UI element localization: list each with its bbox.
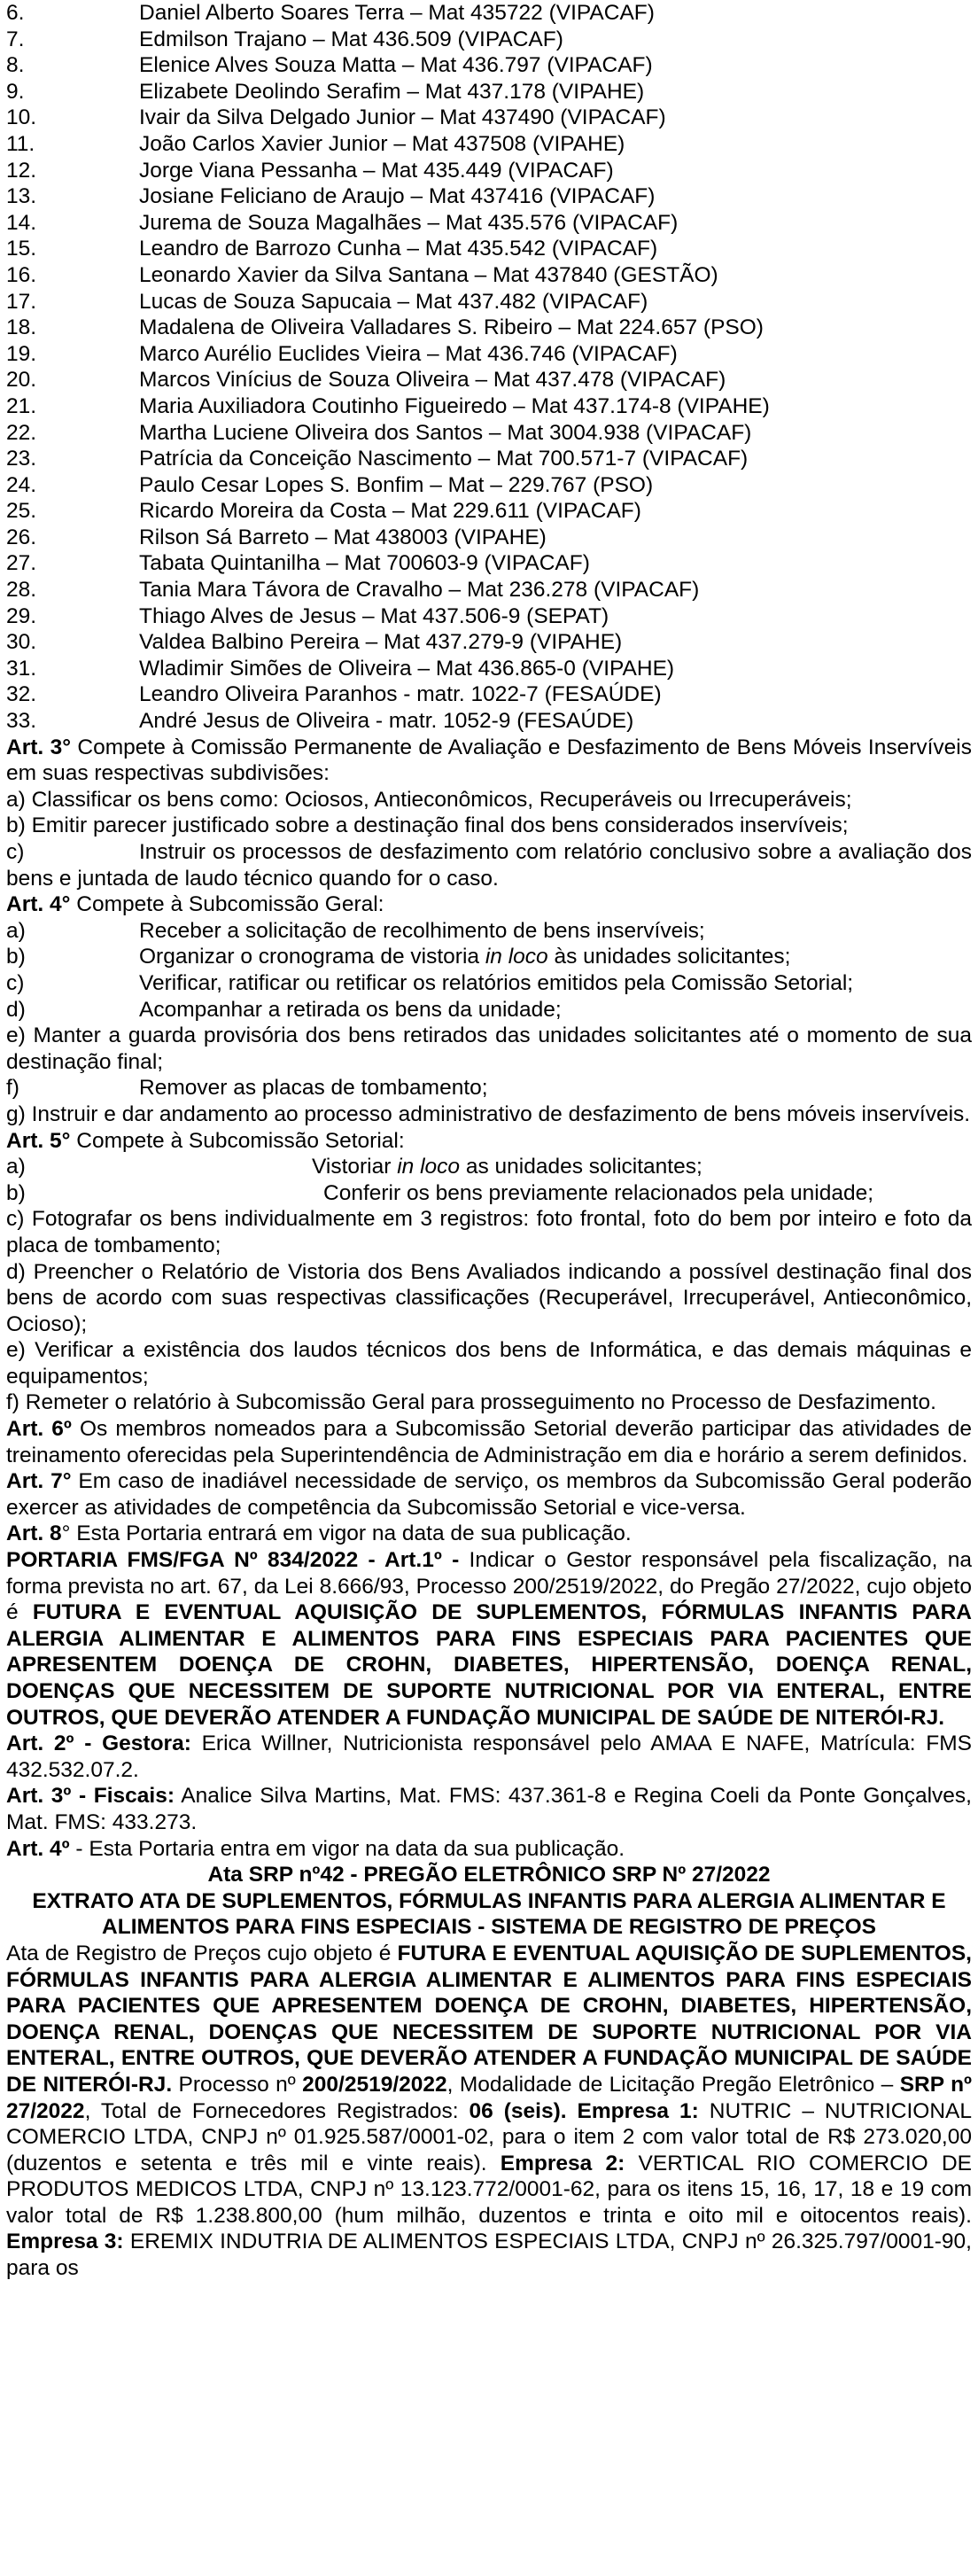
list-item-number: 26. bbox=[6, 525, 37, 549]
list-item bbox=[6, 603, 972, 630]
list-item-text: André Jesus de Oliveira - matr. 1052-9 (FESAÚDE) bbox=[139, 709, 634, 734]
list-item-number: 31. bbox=[6, 656, 37, 681]
list-item bbox=[6, 27, 972, 53]
list-item bbox=[6, 367, 972, 393]
list-item bbox=[6, 289, 972, 315]
list-item bbox=[6, 315, 972, 341]
list-item bbox=[6, 158, 972, 184]
list-item-number: 27. bbox=[6, 551, 37, 576]
list-item-number: 16. bbox=[6, 262, 37, 287]
list-item-text: João Carlos Xavier Junior – Mat 437508 (VIPAHE) bbox=[139, 131, 625, 156]
list-item-text: Maria Auxiliadora Coutinho Figueiredo – Mat 437.174-8 (VIPAHE) bbox=[139, 393, 770, 418]
art7-paragraph: Art. 7° Em caso de inadiável necessidade de serviço, os membros da Subcomissão Geral poderão exercer as atividades de competência da Subcomissão Setorial e vice-versa. bbox=[6, 1469, 972, 1520]
list-item-text: Daniel Alberto Soares Terra – Mat 435722 (VIPACAF) bbox=[139, 1, 655, 25]
art3-item-a: a) Classificar os bens como: Ociosos, Antieconômicos, Recuperáveis ou Irrecuperáveis; bbox=[6, 787, 852, 812]
list-item-text: Ivair da Silva Delgado Junior – Mat 437490 (VIPACAF) bbox=[139, 105, 666, 130]
list-item-text: Jurema de Souza Magalhães – Mat 435.576 (VIPACAF) bbox=[139, 210, 679, 235]
list-item-text: Jorge Viana Pessanha – Mat 435.449 (VIPACAF) bbox=[139, 158, 614, 183]
list-item-number: 6. bbox=[6, 1, 25, 25]
list-item bbox=[6, 210, 972, 237]
list-item bbox=[6, 498, 972, 525]
art4-item-a: a) Receber a solicitação de recolhimento de bens inservíveis; bbox=[6, 918, 705, 943]
art5-item-a: a) Vistoriar in loco as unidades solicitantes; bbox=[6, 1155, 702, 1179]
list-item-number: 9. bbox=[6, 79, 25, 104]
list-item-number: 24. bbox=[6, 472, 37, 497]
list-item-number: 21. bbox=[6, 393, 37, 418]
list-item bbox=[6, 681, 972, 708]
list-item bbox=[6, 577, 972, 603]
art6-paragraph: Art. 6º Os membros nomeados para a Subcomissão Setorial deverão participar das atividades de treinamento oferecidas pela Superintendência de Administração em dia e horário a serem definidos. bbox=[6, 1417, 973, 1467]
art5-item-d: d) Preencher o Relatório de Vistoria dos Bens Avaliados indicando a possível destinação final dos bens de acordo com suas respectivas classificações (Recuperável, Irrecuperável, Antieconômico, Ocioso); bbox=[6, 1259, 972, 1336]
list-item bbox=[6, 525, 972, 551]
list-item-text: Edmilson Trajano – Mat 436.509 (VIPACAF) bbox=[139, 27, 563, 51]
list-item-number: 18. bbox=[6, 315, 37, 340]
list-item-number: 19. bbox=[6, 341, 37, 366]
member-list bbox=[6, 0, 972, 735]
art4-item-b: b) Organizar o cronograma de vistoria in loco às unidades solicitantes; bbox=[6, 945, 791, 969]
ata-subtitle: EXTRATO ATA DE SUPLEMENTOS, FÓRMULAS INFANTIS PARA ALERGIA ALIMENTAR E ALIMENTOS PARA FINS ESPECIAIS - SISTEMA DE REGISTRO DE PREÇOS bbox=[32, 1888, 946, 1940]
list-item-number: 32. bbox=[6, 682, 37, 707]
list-item-text: Madalena de Oliveira Valladares S. Ribeiro – Mat 224.657 (PSO) bbox=[139, 315, 764, 340]
portaria-art3: Art. 3º - Fiscais: Analice Silva Martins, Mat. FMS: 437.361-8 e Regina Coeli da Ponte Gonçalves, Mat. FMS: 433.273. bbox=[6, 1784, 972, 1834]
list-item-text: Valdea Balbino Pereira – Mat 437.279-9 (VIPAHE) bbox=[139, 630, 623, 655]
list-item-number: 33. bbox=[6, 709, 37, 734]
list-item-text: Josiane Feliciano de Araujo – Mat 437416 (VIPACAF) bbox=[139, 184, 656, 209]
art4-item-d: d) Acompanhar a retirada os bens da unidade; bbox=[6, 997, 562, 1022]
art5-item-b: b) Conferir os bens previamente relacionados pela unidade; bbox=[6, 1180, 874, 1205]
list-item bbox=[6, 262, 972, 289]
list-item-number: 13. bbox=[6, 184, 37, 209]
list-item-text: Paulo Cesar Lopes S. Bonfim – Mat – 229.767 (PSO) bbox=[139, 472, 654, 497]
art5-paragraph: Art. 5° Compete à Subcomissão Setorial: bbox=[6, 1128, 405, 1153]
portaria-art2: Art. 2º - Gestora: Erica Willner, Nutricionista responsável pelo AMAA E NAFE, Matrícula: FMS 432.532.07.2. bbox=[6, 1732, 972, 1782]
list-item bbox=[6, 131, 972, 158]
list-item-text: Marcos Vinícius de Souza Oliveira – Mat 437.478 (VIPACAF) bbox=[139, 368, 726, 393]
portaria-art4: Art. 4º - Esta Portaria entra em vigor na data da sua publicação. bbox=[6, 1836, 625, 1861]
list-item-text: Wladimir Simões de Oliveira – Mat 436.865-0 (VIPAHE) bbox=[139, 656, 675, 681]
art3-paragraph: Art. 3° Compete à Comissão Permanente de Avaliação e Desfazimento de Bens Móveis Inservíveis em suas respectivas subdivisões: bbox=[6, 735, 972, 786]
list-item bbox=[6, 629, 972, 656]
list-item bbox=[6, 656, 972, 682]
art4-paragraph: Art. 4° Compete à Subcomissão Geral: bbox=[6, 892, 384, 917]
art8-paragraph: Art. 8° Esta Portaria entrará em vigor na data de sua publicação. bbox=[6, 1521, 632, 1546]
list-item-text: Tabata Quintanilha – Mat 700603-9 (VIPACAF) bbox=[139, 551, 590, 576]
list-item bbox=[6, 472, 972, 499]
list-item-text: Ricardo Moreira da Costa – Mat 229.611 (VIPACAF) bbox=[139, 499, 641, 524]
list-item bbox=[6, 341, 972, 368]
art3-item-c: c) Instruir os processos de desfazimento com relatório conclusivo sobre a avaliação dos bens e juntada de laudo técnico quando for o caso. bbox=[6, 840, 972, 891]
list-item-number: 20. bbox=[6, 368, 37, 393]
list-item bbox=[6, 0, 972, 27]
art4-item-g: g) Instruir e dar andamento ao processo administrativo de desfazimento de bens móveis inservíveis. bbox=[6, 1101, 971, 1126]
portaria-paragraph: PORTARIA FMS/FGA Nº 834/2022 - Art.1º - Indicar o Gestor responsável pela fiscalização, na forma prevista no art. 67, da Lei 8.666/93, Processo 200/2519/2022, do Pregão 27/2022, cujo objeto é FUTURA E EVENTUAL AQUISIÇÃO DE SUPLEMENTOS, FÓRMULAS INFANTIS PARA ALERGIA ALIMENTAR E ALIMENTOS PARA FINS ESPECIAIS PARA PACIENTES QUE APRESENTEM DOENÇA DE CROHN, DIABETES, HIPERTENSÃO, DOENÇA RENAL, DOENÇAS QUE NECESSITEM DE SUPORTE NUTRICIONAL POR VIA ENTERAL, ENTRE OUTROS, QUE DEVERÃO ATENDER A FUNDAÇÃO MUNICIPAL DE SAÚDE DE NITERÓI-RJ. bbox=[6, 1548, 972, 1730]
art4-item-f: f) Remover as placas de tombamento; bbox=[6, 1076, 488, 1101]
list-item bbox=[6, 105, 972, 131]
list-item-number: 22. bbox=[6, 420, 37, 445]
list-item bbox=[6, 79, 972, 105]
list-item-number: 7. bbox=[6, 27, 25, 51]
list-item-text: Leonardo Xavier da Silva Santana – Mat 437840 (GESTÃO) bbox=[139, 262, 718, 287]
art3-item-b: b) Emitir parecer justificado sobre a destinação final dos bens considerados inservíveis; bbox=[6, 813, 849, 838]
list-item bbox=[6, 183, 972, 210]
list-item-number: 17. bbox=[6, 289, 37, 314]
list-item-text: Lucas de Souza Sapucaia – Mat 437.482 (VIPACAF) bbox=[139, 289, 648, 314]
list-item-text: Patrícia da Conceição Nascimento – Mat 700.571-7 (VIPACAF) bbox=[139, 447, 749, 471]
list-item-number: 11. bbox=[6, 131, 35, 156]
list-item-text: Martha Luciene Oliveira dos Santos – Mat 3004.938 (VIPACAF) bbox=[139, 420, 752, 445]
art4-item-e: e) Manter a guarda provisória dos bens retirados das unidades solicitantes até o momento de sua destinação final; bbox=[6, 1023, 972, 1074]
list-item-text: Elizabete Deolindo Serafim – Mat 437.178 (VIPAHE) bbox=[139, 79, 645, 104]
list-item-number: 10. bbox=[6, 105, 37, 130]
list-item-number: 12. bbox=[6, 158, 37, 183]
list-item-number: 23. bbox=[6, 447, 37, 471]
list-item-text: Thiago Alves de Jesus – Mat 437.506-9 (SEPAT) bbox=[139, 603, 609, 628]
list-item-number: 15. bbox=[6, 237, 37, 261]
list-item bbox=[6, 236, 972, 262]
list-item-number: 25. bbox=[6, 499, 37, 524]
list-item-text: Leandro de Barrozo Cunha – Mat 435.542 (VIPACAF) bbox=[139, 237, 658, 261]
list-item-number: 29. bbox=[6, 603, 37, 628]
art5-item-e: e) Verificar a existência dos laudos técnicos dos bens de Informática, e das demais máquinas e equipamentos; bbox=[6, 1338, 972, 1389]
list-item-number: 28. bbox=[6, 578, 37, 603]
list-item-text: Leandro Oliveira Paranhos - matr. 1022-7 (FESAÚDE) bbox=[139, 682, 662, 707]
list-item-number: 14. bbox=[6, 210, 37, 235]
list-item-text: Rilson Sá Barreto – Mat 438003 (VIPAHE) bbox=[139, 525, 547, 549]
list-item bbox=[6, 550, 972, 577]
art5-item-f: f) Remeter o relatório à Subcomissão Geral para prosseguimento no Processo de Desfazimento. bbox=[6, 1390, 936, 1415]
art4-item-c: c) Verificar, ratificar ou retificar os relatórios emitidos pela Comissão Setorial; bbox=[6, 970, 854, 995]
list-item-text: Elenice Alves Souza Matta – Mat 436.797 (VIPACAF) bbox=[139, 53, 653, 78]
list-item-number: 8. bbox=[6, 53, 25, 78]
list-item bbox=[6, 52, 972, 79]
list-item-text: Tania Mara Távora de Cravalho – Mat 236.278 (VIPACAF) bbox=[139, 578, 700, 603]
list-item-text: Marco Aurélio Euclides Vieira – Mat 436.746 (VIPACAF) bbox=[139, 341, 678, 366]
ata-paragraph: Ata de Registro de Preços cujo objeto é FUTURA E EVENTUAL AQUISIÇÃO DE SUPLEMENTOS, FÓRMULAS INFANTIS PARA ALERGIA ALIMENTAR E ALIMENTOS PARA FINS ESPECIAIS PARA PACIENTES QUE APRESENTEM DOENÇA DE CROHN, DIABETES, HIPERTENSÃO, DOENÇA RENAL, DOENÇAS QUE NECESSITEM DE SUPORTE NUTRICIONAL POR VIA ENTERAL, ENTRE OUTROS, QUE DEVERÃO ATENDER A FUNDAÇÃO MUNICIPAL DE SAÚDE DE NITERÓI-RJ. Processo nº 200/2519/2022, Modalidade de Licitação Pregão Eletrônico – SRP nº 27/2022, Total de Fornecedores Registrados: 06 (seis). Empresa 1: NUTRIC – NUTRICIONAL COMERCIO LTDA, CNPJ nº 01.925.587/0001-02, para o item 2 com valor total de R$ 273.020,00 (duzentos e setenta e três mil e vinte reais). Empresa 2: VERTICAL RIO COMERCIO DE PRODUTOS MEDICOS LTDA, CNPJ nº 13.123.772/0001-62, para os itens 15, 16, 17, 18 e 19 com valor total de R$ 1.238.800,00 (hum milhão, duzentos e trinta e oito mil e oitocentos reais). Empresa 3: EREMIX INDUTRIA DE ALIMENTOS ESPECIAIS LTDA, CNPJ nº 26.325.797/0001-90, para os bbox=[6, 1941, 973, 2281]
ata-title: Ata SRP nº42 - PREGÃO ELETRÔNICO SRP Nº 27/2022 bbox=[207, 1863, 771, 1887]
list-item bbox=[6, 446, 972, 472]
list-item bbox=[6, 393, 972, 420]
list-item bbox=[6, 708, 972, 735]
art5-item-c: c) Fotografar os bens individualmente em 3 registros: foto frontal, foto do bem por inteiro e foto da placa de tombamento; bbox=[6, 1207, 972, 1257]
list-item-number: 30. bbox=[6, 630, 37, 655]
list-item bbox=[6, 420, 972, 447]
